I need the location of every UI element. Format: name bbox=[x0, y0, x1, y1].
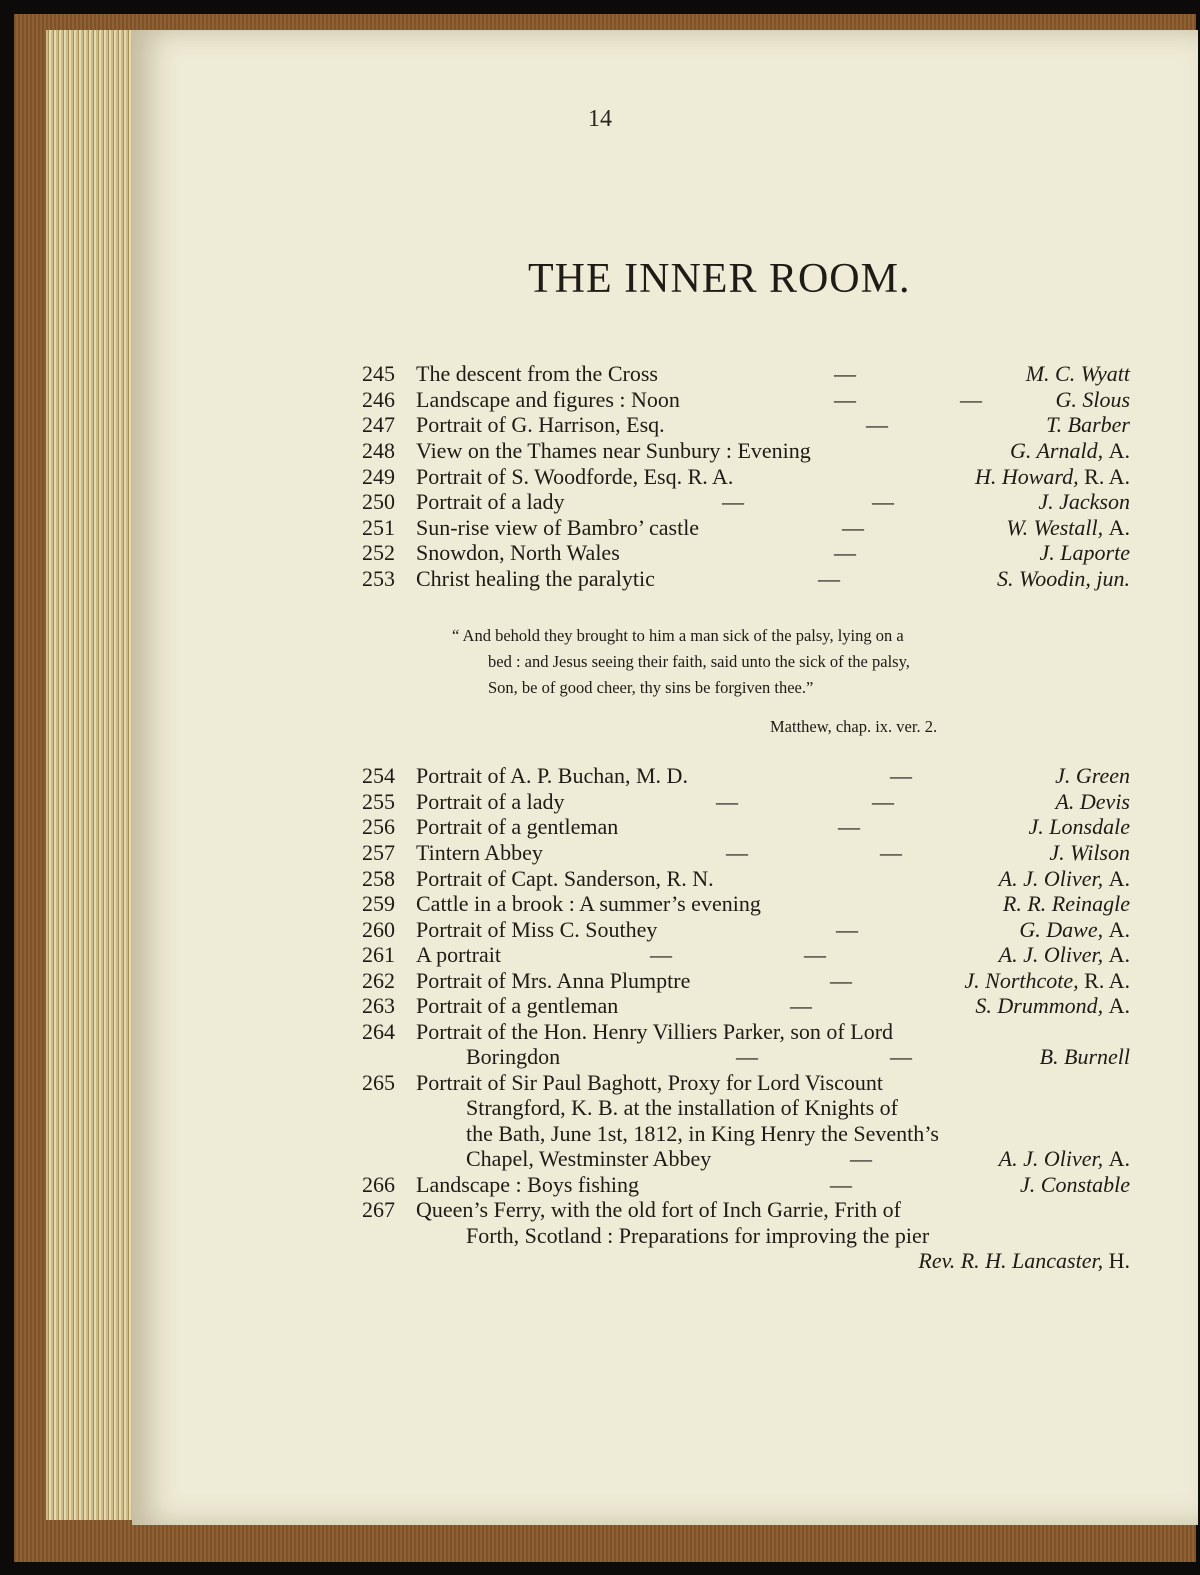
entry-number: 257 bbox=[362, 840, 395, 865]
entry-title: Christ healing the paralytic bbox=[416, 566, 655, 591]
entry-title-continued: Forth, Scotland : Preparations for improving the pier bbox=[466, 1223, 930, 1248]
entry-title: The descent from the Cross bbox=[416, 361, 658, 386]
entry-title: Portrait of Mrs. Anna Plumptre bbox=[416, 968, 691, 993]
entry-title: Portrait of G. Harrison, Esq. bbox=[416, 412, 665, 437]
entry-number: 264 bbox=[362, 1019, 395, 1044]
entry-row-continued bbox=[0, 1248, 1200, 1274]
entry-number: 252 bbox=[362, 540, 395, 565]
dash: — bbox=[726, 840, 748, 865]
dash: — bbox=[842, 515, 864, 540]
dash: — bbox=[890, 763, 912, 788]
quote-line: bed : and Jesus seeing their faith, said unto the sick of the palsy, bbox=[488, 652, 910, 671]
entry-artist: G. Dawe, A. bbox=[1019, 917, 1130, 942]
entry-number: 248 bbox=[362, 438, 395, 463]
entry-artist: J. Laporte bbox=[1039, 540, 1130, 565]
entry-title: Portrait of a gentleman bbox=[416, 993, 619, 1018]
entry-number: 254 bbox=[362, 763, 395, 788]
entry-row bbox=[0, 464, 1200, 490]
dash: — bbox=[960, 387, 982, 412]
entry-row bbox=[0, 942, 1200, 968]
dash: — bbox=[834, 540, 856, 565]
entry-title: Snowdon, North Wales bbox=[416, 540, 620, 565]
page-number: 14 bbox=[588, 106, 612, 132]
entry-artist: J. Constable bbox=[1020, 1172, 1130, 1197]
entry-row bbox=[0, 540, 1200, 566]
entry-artist: R. R. Reinagle bbox=[1002, 891, 1130, 916]
entry-title: Cattle in a brook : A summer’s evening bbox=[416, 891, 761, 916]
dash: — bbox=[804, 942, 826, 967]
entry-artist: M. C. Wyatt bbox=[1025, 361, 1130, 386]
dash: — bbox=[818, 566, 840, 591]
dash: — bbox=[830, 1172, 852, 1197]
entry-title: Landscape : Boys fishing bbox=[416, 1172, 640, 1197]
dash: — bbox=[836, 917, 858, 942]
entry-title-continued: Boringdon bbox=[466, 1044, 561, 1069]
entry-row bbox=[0, 1019, 1200, 1045]
dash: — bbox=[722, 489, 744, 514]
entry-row-continued bbox=[0, 1223, 1200, 1249]
quote-line: “ And behold they brought to him a man sick of the palsy, lying on a bbox=[452, 626, 904, 645]
entry-title-continued: Chapel, Westminster Abbey bbox=[466, 1146, 712, 1171]
dash: — bbox=[834, 387, 856, 412]
dash: — bbox=[890, 1044, 912, 1069]
entry-artist: G. Slous bbox=[1055, 387, 1130, 412]
entry-number: 258 bbox=[362, 866, 395, 891]
entry-row bbox=[0, 814, 1200, 840]
entry-title-continued: the Bath, June 1st, 1812, in King Henry the Seventh’s bbox=[466, 1121, 939, 1146]
entry-artist: J. Northcote, R. A. bbox=[964, 968, 1130, 993]
entry-artist: A. J. Oliver, A. bbox=[998, 866, 1130, 891]
entry-title: Portrait of a lady bbox=[416, 489, 565, 514]
entry-title: Queen’s Ferry, with the old fort of Inch Garrie, Frith of bbox=[416, 1197, 901, 1222]
dash: — bbox=[872, 789, 894, 814]
entry-number: 250 bbox=[362, 489, 395, 514]
entry-title: Sun-rise view of Bambro’ castle bbox=[416, 515, 700, 540]
entry-number: 260 bbox=[362, 917, 395, 942]
entry-title: Portrait of a gentleman bbox=[416, 814, 619, 839]
dash: — bbox=[866, 412, 888, 437]
entry-number: 245 bbox=[362, 361, 395, 386]
entry-row bbox=[0, 387, 1200, 413]
entry-row bbox=[0, 361, 1200, 387]
entry-row bbox=[0, 438, 1200, 464]
entry-artist: A. J. Oliver, A. bbox=[998, 1146, 1130, 1171]
section-title: THE INNER ROOM. bbox=[528, 256, 911, 302]
entry-number: 267 bbox=[362, 1197, 395, 1222]
entry-row-continued bbox=[0, 1121, 1200, 1147]
entry-artist: W. Westall, A. bbox=[1006, 515, 1130, 540]
entry-row-continued bbox=[0, 1146, 1200, 1172]
entry-row bbox=[0, 917, 1200, 943]
entry-row bbox=[0, 866, 1200, 892]
entry-number: 255 bbox=[362, 789, 395, 814]
entry-artist: J. Lonsdale bbox=[1028, 814, 1130, 839]
entry-number: 263 bbox=[362, 993, 395, 1018]
entry-artist: Rev. R. H. Lancaster, H. bbox=[918, 1248, 1130, 1273]
quote-line: Son, be of good cheer, thy sins be forgiven thee.” bbox=[488, 678, 814, 697]
entry-artist: H. Howard, R. A. bbox=[974, 464, 1130, 489]
entry-row bbox=[0, 1197, 1200, 1223]
entry-artist: G. Arnald, A. bbox=[1010, 438, 1130, 463]
entry-266 bbox=[0, 1172, 1200, 1198]
entry-artist: T. Barber bbox=[1046, 412, 1130, 437]
entry-title: Portrait of a lady bbox=[416, 789, 565, 814]
entry-number: 261 bbox=[362, 942, 395, 967]
entry-row-continued bbox=[0, 1095, 1200, 1121]
entry-artist: J. Green bbox=[1055, 763, 1130, 788]
entry-artist: A. J. Oliver, A. bbox=[998, 942, 1130, 967]
entry-title: View on the Thames near Sunbury : Evening bbox=[416, 438, 811, 463]
dash: — bbox=[830, 968, 852, 993]
entry-row bbox=[0, 789, 1200, 815]
entry-title: Portrait of A. P. Buchan, M. D. bbox=[416, 763, 688, 788]
entry-artist: S. Woodin, jun. bbox=[996, 566, 1130, 591]
entry-row bbox=[0, 412, 1200, 438]
entry-artist: B. Burnell bbox=[1039, 1044, 1130, 1069]
entry-number: 265 bbox=[362, 1070, 395, 1095]
dash: — bbox=[838, 814, 860, 839]
dash: — bbox=[850, 1146, 872, 1171]
entry-title: Landscape and figures : Noon bbox=[416, 387, 680, 412]
entry-number: 247 bbox=[362, 412, 395, 437]
entry-artist: A. Devis bbox=[1055, 789, 1130, 814]
dash: — bbox=[872, 489, 894, 514]
entry-number: 259 bbox=[362, 891, 395, 916]
entry-row bbox=[0, 968, 1200, 994]
entry-title-continued: Strangford, K. B. at the installation of Knights of bbox=[466, 1095, 898, 1120]
entry-title: A portrait bbox=[416, 942, 501, 967]
entry-number: 262 bbox=[362, 968, 395, 993]
entry-row bbox=[0, 1070, 1200, 1096]
entry-title: Tintern Abbey bbox=[416, 840, 543, 865]
entry-row bbox=[0, 763, 1200, 789]
dash: — bbox=[650, 942, 672, 967]
entry-title: Portrait of S. Woodforde, Esq. R. A. bbox=[416, 464, 734, 489]
entry-title: Portrait of Capt. Sanderson, R. N. bbox=[416, 866, 714, 891]
entry-title: Portrait of the Hon. Henry Villiers Parker, son of Lord bbox=[416, 1019, 894, 1044]
dash: — bbox=[790, 993, 812, 1018]
entry-row bbox=[0, 993, 1200, 1019]
entry-number: 251 bbox=[362, 515, 395, 540]
entry-row bbox=[0, 840, 1200, 866]
entry-number: 266 bbox=[362, 1172, 395, 1197]
entry-row bbox=[0, 489, 1200, 515]
entry-number: 256 bbox=[362, 814, 395, 839]
entry-row-continued bbox=[0, 1044, 1200, 1070]
quote-citation: Matthew, chap. ix. ver. 2. bbox=[770, 717, 938, 736]
entry-title: Portrait of Sir Paul Baghott, Proxy for Lord Viscount bbox=[416, 1070, 883, 1095]
entry-number: 253 bbox=[362, 566, 395, 591]
entry-artist: J. Wilson bbox=[1049, 840, 1130, 865]
entry-title: Portrait of Miss C. Southey bbox=[416, 917, 658, 942]
entry-row bbox=[0, 566, 1200, 592]
entry-artist: J. Jackson bbox=[1038, 489, 1130, 514]
dash: — bbox=[834, 361, 856, 386]
entry-row bbox=[0, 515, 1200, 541]
entry-number: 249 bbox=[362, 464, 395, 489]
dash: — bbox=[716, 789, 738, 814]
dash: — bbox=[736, 1044, 758, 1069]
entry-artist: S. Drummond, A. bbox=[975, 993, 1130, 1018]
entry-number: 246 bbox=[362, 387, 395, 412]
entry-row bbox=[0, 891, 1200, 917]
dash: — bbox=[880, 840, 902, 865]
